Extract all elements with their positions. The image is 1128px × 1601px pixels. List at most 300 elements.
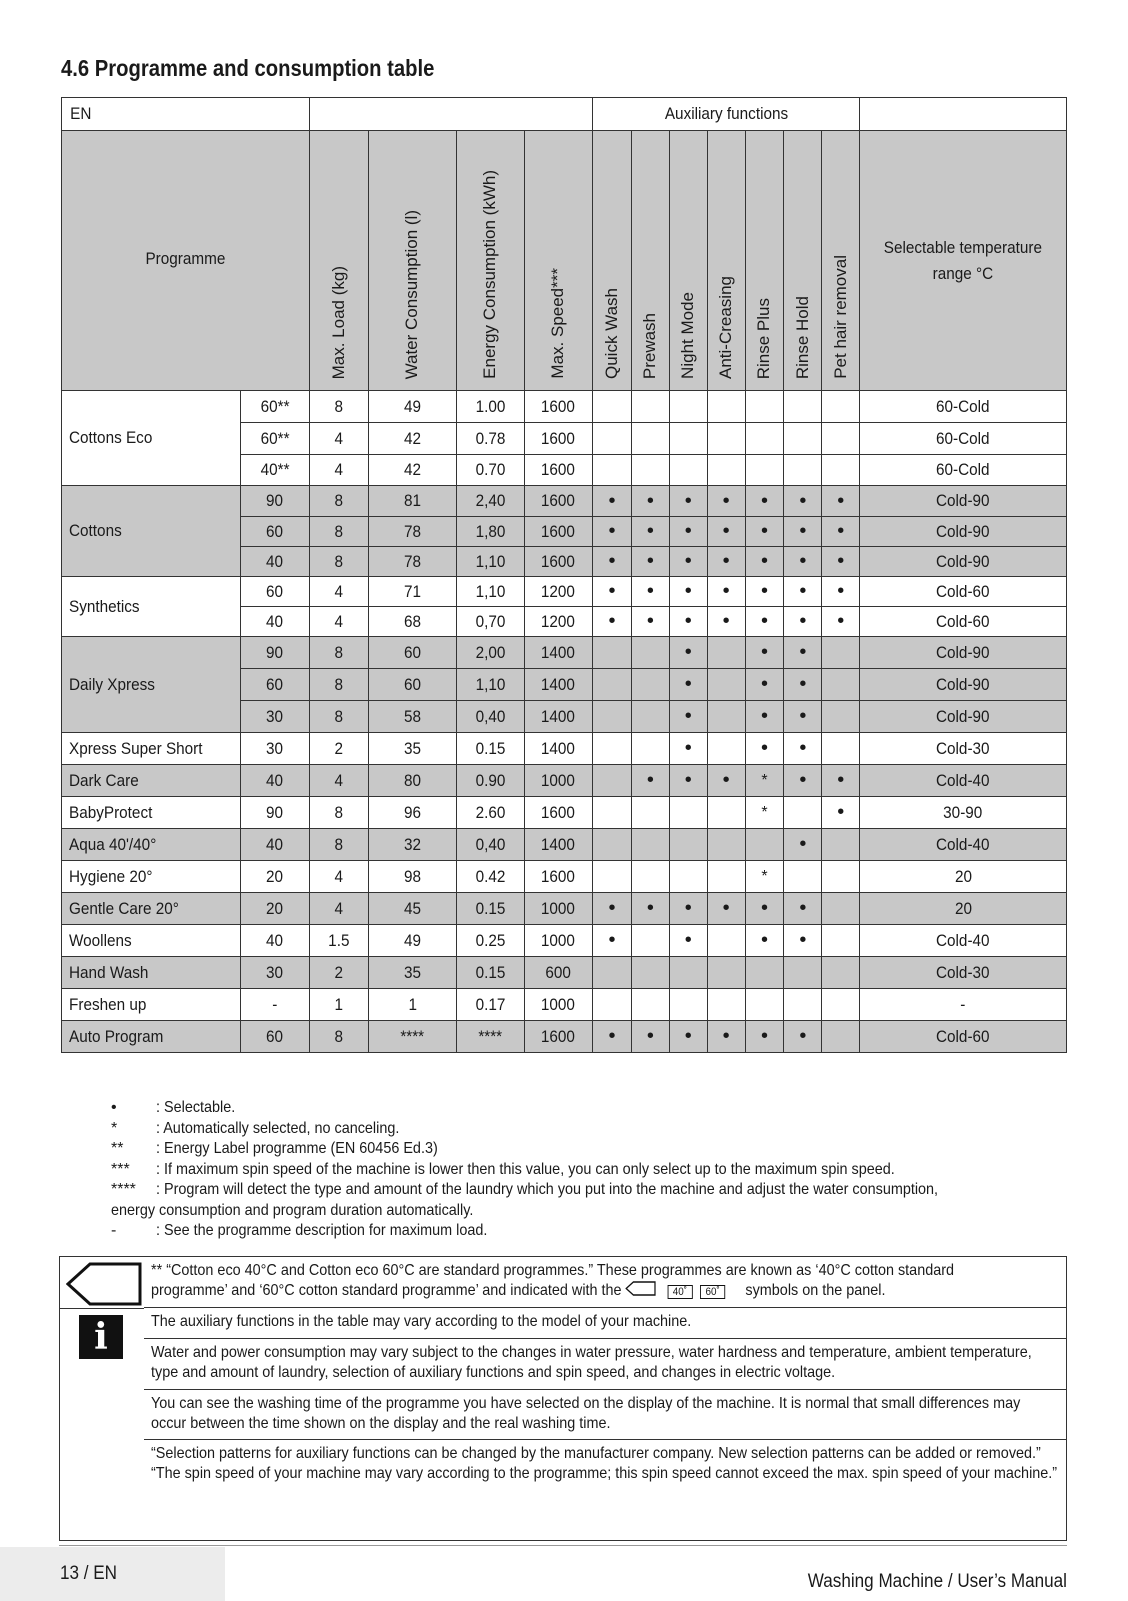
info-icon: i (79, 1315, 123, 1359)
max-speed-cell: 1600 (524, 423, 593, 455)
table-row (62, 893, 1067, 925)
temperature-cell: 90 (241, 637, 310, 669)
temperature-range-cell: Cold-90 (860, 701, 1067, 733)
aux-function-cell (593, 637, 632, 669)
aux-function-cell: • (707, 607, 745, 637)
aux-function-cell: • (669, 517, 707, 547)
energy-consumption-cell: **** (456, 1021, 524, 1053)
aux-function-cell (631, 925, 669, 957)
max-load-cell: 4 (309, 607, 368, 637)
water-consumption-cell: 45 (368, 893, 456, 925)
aux-function-cell: • (745, 733, 784, 765)
aux-function-cell: • (745, 577, 784, 607)
aux-column-header: Rinse Hold (784, 131, 822, 391)
water-consumption-cell: 81 (368, 486, 456, 517)
table-row (62, 391, 1067, 423)
aux-function-cell (822, 455, 860, 486)
aux-function-cell: • (822, 797, 860, 829)
aux-function-cell (784, 423, 822, 455)
aux-function-cell: • (669, 925, 707, 957)
programme-name: Dark Care (62, 765, 241, 797)
aux-function-cell (822, 391, 860, 423)
max-load-cell: 8 (309, 797, 368, 829)
aux-function-cell: • (745, 893, 784, 925)
note-consumption: Water and power consumption may vary subject to the changes in water pressure, water hardness and temperature, ambient temperature, type and amount of laundry, selection of auxiliary functions and spin speed, and changes in electric voltage. (144, 1339, 1066, 1390)
aux-function-cell: • (784, 637, 822, 669)
legend-text: : Energy Label programme (EN 60456 Ed.3) (156, 1140, 438, 1157)
temperature-cell: 40** (241, 455, 310, 486)
aux-function-cell: • (745, 637, 784, 669)
temperature-cell: 60** (241, 391, 310, 423)
max-speed-cell: 1400 (524, 701, 593, 733)
aux-function-cell: • (707, 547, 745, 577)
water-consumption-cell: 32 (368, 829, 456, 861)
aux-function-cell: • (784, 733, 822, 765)
energy-consumption-cell: 0.17 (456, 989, 524, 1021)
water-consumption-cell: 58 (368, 701, 456, 733)
energy-consumption-cell: 0.78 (456, 423, 524, 455)
aux-function-cell (707, 669, 745, 701)
max-load-cell: 4 (309, 577, 368, 607)
temperature-range-cell: Cold-30 (860, 957, 1067, 989)
aux-function-cell (593, 797, 632, 829)
aux-function-cell (593, 829, 632, 861)
note-aux-functions: The auxiliary functions in the table may vary according to the model of your machine. (144, 1308, 1066, 1339)
temperature-range-cell: Cold-90 (860, 547, 1067, 577)
temperature-cell: 90 (241, 797, 310, 829)
max-load-cell: 8 (309, 829, 368, 861)
aux-function-cell: • (669, 733, 707, 765)
table-row (62, 733, 1067, 765)
aux-column-header: Pet hair removal (822, 131, 860, 391)
aux-function-cell: • (784, 701, 822, 733)
temperature-range-cell: 20 (860, 861, 1067, 893)
aux-function-cell (707, 701, 745, 733)
temperature-range-cell: 20 (860, 893, 1067, 925)
max-speed-cell: 1400 (524, 637, 593, 669)
aux-function-cell (745, 423, 784, 455)
aux-function-cell (707, 423, 745, 455)
aux-function-cell (707, 829, 745, 861)
aux-function-cell: • (593, 893, 632, 925)
aux-function-cell: • (631, 607, 669, 637)
max-speed-cell: 1000 (524, 765, 593, 797)
aux-function-cell (593, 701, 632, 733)
table-row (62, 989, 1067, 1021)
aux-function-cell (707, 455, 745, 486)
max-load-cell: 8 (309, 637, 368, 669)
programme-name: Freshen up (62, 989, 241, 1021)
aux-function-cell: • (631, 893, 669, 925)
water-consumption-cell: 78 (368, 517, 456, 547)
aux-function-cell (822, 989, 860, 1021)
legend-symbol: * (111, 1119, 118, 1137)
energy-consumption-cell: 2,00 (456, 637, 524, 669)
max-speed-cell: 1000 (524, 893, 593, 925)
water-consumption-cell: 49 (368, 925, 456, 957)
max-speed-cell: 1600 (524, 547, 593, 577)
temperature-cell: 40 (241, 607, 310, 637)
aux-function-cell: • (822, 486, 860, 517)
aux-function-cell (822, 829, 860, 861)
temperature-cell: 30 (241, 957, 310, 989)
aux-column-header: Rinse Plus (745, 131, 784, 391)
aux-function-cell (669, 423, 707, 455)
aux-function-cell: • (669, 701, 707, 733)
icon-separator (60, 1308, 144, 1309)
water-consumption-cell: **** (368, 1021, 456, 1053)
programme-name: Hand Wash (62, 957, 241, 989)
aux-function-cell (784, 391, 822, 423)
aux-function-cell (745, 957, 784, 989)
aux-column-header: Night Mode (669, 131, 707, 391)
temperature-cell: 60 (241, 669, 310, 701)
aux-function-cell: * (745, 765, 784, 797)
aux-function-cell (631, 423, 669, 455)
legend-symbol: *** (111, 1160, 130, 1178)
aux-function-cell (784, 861, 822, 893)
aux-function-cell (631, 733, 669, 765)
max-speed-cell: 1600 (524, 861, 593, 893)
table-row (62, 829, 1067, 861)
water-consumption-cell: 80 (368, 765, 456, 797)
aux-column-header: Anti-Creasing (707, 131, 745, 391)
aux-function-cell (707, 957, 745, 989)
temperature-range-cell: Cold-40 (860, 765, 1067, 797)
temperature-range-header: Selectable temperature range °C (860, 131, 1067, 391)
page-number: 13 / EN (60, 1563, 118, 1584)
aux-function-cell (669, 455, 707, 486)
aux-function-cell: • (669, 637, 707, 669)
legend-symbol: ** (111, 1140, 124, 1157)
aux-function-cell: • (707, 577, 745, 607)
max-speed-cell: 1000 (524, 925, 593, 957)
aux-function-cell: * (745, 797, 784, 829)
aux-function-cell (745, 989, 784, 1021)
temperature-cell: - (241, 989, 310, 1021)
water-consumption-cell: 49 (368, 391, 456, 423)
aux-function-cell: • (669, 547, 707, 577)
aux-function-cell: • (707, 765, 745, 797)
cotton-symbol-icon (626, 1281, 657, 1296)
water-consumption-cell: 60 (368, 669, 456, 701)
symbol-40: 40˚ (667, 1285, 692, 1299)
aux-function-cell (631, 829, 669, 861)
aux-function-cell: • (784, 517, 822, 547)
temperature-range-cell: Cold-90 (860, 637, 1067, 669)
programme-name: Aqua 40'/40° (62, 829, 241, 861)
temperature-cell: 60 (241, 517, 310, 547)
table-row (62, 957, 1067, 989)
aux-function-cell (707, 733, 745, 765)
aux-function-cell: • (631, 577, 669, 607)
note-washing-time: You can see the washing time of the programme you have selected on the display of the machine. It is normal that small differences may occur between the time shown on the display and the real washing time. (144, 1390, 1066, 1440)
programme-name: Xpress Super Short (62, 733, 241, 765)
energy-consumption-cell: 2,40 (456, 486, 524, 517)
aux-function-cell: • (784, 765, 822, 797)
programme-name: Cottons Eco (62, 391, 241, 486)
max-load-cell: 8 (309, 1021, 368, 1053)
max-load-cell: 4 (309, 423, 368, 455)
notes-icon-column (60, 1257, 144, 1540)
water-consumption-cell: 35 (368, 957, 456, 989)
aux-column-header: Prewash (631, 131, 669, 391)
column-header: Energy Consumption (kWh) (456, 131, 524, 391)
column-header: Max. Load (kg) (309, 131, 368, 391)
max-speed-cell: 1600 (524, 486, 593, 517)
aux-function-cell: • (784, 607, 822, 637)
max-load-cell: 1 (309, 989, 368, 1021)
aux-function-cell (784, 797, 822, 829)
max-load-cell: 8 (309, 701, 368, 733)
aux-function-cell: • (631, 517, 669, 547)
aux-function-cell (631, 989, 669, 1021)
aux-function-cell: • (745, 925, 784, 957)
standard-programme-note: ** “Cotton eco 40°C and Cotton eco 60°C are standard programmes.” These programmes are known as ‘40°C cotton standard programme’ and ‘60°C cotton standard programme’ and indicated with the 40˚ 60˚ symbols on the panel. (144, 1257, 1066, 1308)
water-consumption-cell: 42 (368, 455, 456, 486)
aux-function-cell (669, 957, 707, 989)
max-load-cell: 4 (309, 893, 368, 925)
aux-function-cell: • (745, 701, 784, 733)
aux-function-cell: • (784, 547, 822, 577)
footer-divider (59, 1545, 1067, 1546)
table-row (62, 577, 1067, 607)
max-speed-cell: 1400 (524, 669, 593, 701)
aux-function-cell (593, 957, 632, 989)
legend-text: : Selectable. (156, 1099, 236, 1116)
aux-function-cell: • (707, 1021, 745, 1053)
aux-function-cell: • (631, 765, 669, 797)
aux-function-cell (822, 1021, 860, 1053)
column-header: Water Consumption (l) (368, 131, 456, 391)
aux-function-cell (745, 455, 784, 486)
aux-function-cell: • (593, 1021, 632, 1053)
aux-function-cell: • (822, 765, 860, 797)
aux-function-cell (669, 829, 707, 861)
temperature-cell: 30 (241, 701, 310, 733)
aux-function-cell (784, 455, 822, 486)
temperature-cell: 40 (241, 547, 310, 577)
temperature-cell: 20 (241, 893, 310, 925)
table-row (62, 1021, 1067, 1053)
page-title: 4.6 Programme and consumption table (61, 55, 435, 81)
max-load-cell: 8 (309, 486, 368, 517)
aux-function-cell: • (784, 1021, 822, 1053)
aux-function-cell: • (669, 607, 707, 637)
label-tag-icon (66, 1262, 142, 1306)
aux-function-cell: • (669, 765, 707, 797)
aux-function-cell (631, 701, 669, 733)
table-row (62, 765, 1067, 797)
max-load-cell: 8 (309, 547, 368, 577)
energy-consumption-cell: 1.00 (456, 391, 524, 423)
temperature-cell: 40 (241, 829, 310, 861)
legend-text: : Program will detect the type and amount of the laundry which you put into the machine and adjust the water consumption, (156, 1181, 939, 1198)
aux-function-cell: • (745, 607, 784, 637)
aux-function-cell (822, 733, 860, 765)
legend-symbol: • (111, 1099, 117, 1116)
water-consumption-cell: 60 (368, 637, 456, 669)
temperature-range-cell: - (860, 989, 1067, 1021)
aux-function-cell: • (669, 577, 707, 607)
water-consumption-cell: 1 (368, 989, 456, 1021)
aux-function-cell (631, 455, 669, 486)
temperature-range-cell: 30-90 (860, 797, 1067, 829)
max-load-cell: 2 (309, 957, 368, 989)
programme-name: Gentle Care 20° (62, 893, 241, 925)
aux-function-cell (669, 861, 707, 893)
temperature-range-cell: Cold-90 (860, 486, 1067, 517)
energy-consumption-cell: 0.90 (456, 765, 524, 797)
aux-function-cell: • (631, 1021, 669, 1053)
temperature-range-cell: 60-Cold (860, 423, 1067, 455)
aux-function-cell: • (631, 547, 669, 577)
temperature-range-cell: Cold-60 (860, 577, 1067, 607)
aux-function-cell: • (745, 669, 784, 701)
aux-function-cell (631, 391, 669, 423)
aux-function-cell: • (593, 486, 632, 517)
temperature-range-cell: Cold-30 (860, 733, 1067, 765)
water-consumption-cell: 68 (368, 607, 456, 637)
programme-name: Synthetics (62, 577, 241, 637)
temperature-cell: 60 (241, 1021, 310, 1053)
blank-header-right (860, 98, 1067, 131)
max-speed-cell: 1000 (524, 989, 593, 1021)
aux-function-cell (631, 861, 669, 893)
aux-function-cell (784, 989, 822, 1021)
legend-text: : If maximum spin speed of the machine is lower then this value, you can only select up to the maximum spin speed. (156, 1160, 895, 1178)
aux-function-cell: • (707, 517, 745, 547)
aux-function-cell: • (784, 669, 822, 701)
blank-header (309, 98, 592, 131)
energy-consumption-cell: 1,10 (456, 547, 524, 577)
aux-function-cell: • (822, 547, 860, 577)
aux-function-cell: • (784, 577, 822, 607)
aux-function-cell: • (669, 486, 707, 517)
energy-consumption-cell: 0.15 (456, 957, 524, 989)
aux-function-cell: • (822, 577, 860, 607)
temperature-range-cell: Cold-90 (860, 669, 1067, 701)
max-speed-cell: 1600 (524, 455, 593, 486)
aux-function-cell (707, 861, 745, 893)
aux-function-cell: • (669, 669, 707, 701)
max-speed-cell: 1600 (524, 517, 593, 547)
aux-function-cell (631, 669, 669, 701)
aux-function-cell: • (669, 1021, 707, 1053)
aux-function-cell: • (784, 925, 822, 957)
aux-function-cell: • (593, 517, 632, 547)
energy-consumption-cell: 0.70 (456, 455, 524, 486)
max-speed-cell: 1200 (524, 607, 593, 637)
aux-function-cell (745, 829, 784, 861)
aux-function-cell (707, 925, 745, 957)
max-load-cell: 4 (309, 455, 368, 486)
aux-function-cell (593, 455, 632, 486)
aux-function-cell: • (822, 607, 860, 637)
aux-function-cell (669, 797, 707, 829)
energy-consumption-cell: 0.15 (456, 733, 524, 765)
aux-function-cell (631, 797, 669, 829)
legend-symbol: - (111, 1222, 117, 1239)
aux-function-cell: • (822, 517, 860, 547)
aux-function-cell: • (707, 893, 745, 925)
energy-consumption-cell: 0,40 (456, 829, 524, 861)
programme-name: BabyProtect (62, 797, 241, 829)
table-row (62, 797, 1067, 829)
aux-function-cell: • (745, 486, 784, 517)
max-speed-cell: 1400 (524, 829, 593, 861)
aux-function-cell: • (745, 547, 784, 577)
temperature-cell: 20 (241, 861, 310, 893)
energy-consumption-cell: 0,40 (456, 701, 524, 733)
water-consumption-cell: 98 (368, 861, 456, 893)
aux-function-cell: • (745, 517, 784, 547)
temperature-range-cell: Cold-60 (860, 607, 1067, 637)
energy-consumption-cell: 0.25 (456, 925, 524, 957)
aux-function-cell: • (593, 547, 632, 577)
aux-function-cell (784, 957, 822, 989)
max-speed-cell: 1200 (524, 577, 593, 607)
energy-consumption-cell: 1,10 (456, 577, 524, 607)
aux-function-cell (822, 637, 860, 669)
aux-function-cell (707, 797, 745, 829)
aux-function-cell (822, 957, 860, 989)
manual-title: Washing Machine / User’s Manual (807, 1571, 1067, 1592)
symbol-60: 60˚ (700, 1285, 725, 1299)
aux-function-cell (669, 989, 707, 1021)
programme-name: Woollens (62, 925, 241, 957)
max-speed-cell: 1600 (524, 1021, 593, 1053)
programme-name: Cottons (62, 486, 241, 577)
temperature-cell: 60** (241, 423, 310, 455)
max-load-cell: 8 (309, 391, 368, 423)
programme-table (61, 97, 1067, 1053)
aux-function-cell (593, 765, 632, 797)
max-load-cell: 1.5 (309, 925, 368, 957)
aux-function-cell: • (669, 893, 707, 925)
temperature-range-cell: 60-Cold (860, 455, 1067, 486)
column-header: Max. Speed*** (524, 131, 593, 391)
energy-consumption-cell: 0.15 (456, 893, 524, 925)
water-consumption-cell: 35 (368, 733, 456, 765)
programme-name: Hygiene 20° (62, 861, 241, 893)
aux-function-cell (822, 701, 860, 733)
aux-function-cell (822, 669, 860, 701)
aux-function-cell (707, 637, 745, 669)
programme-name: Daily Xpress (62, 637, 241, 733)
aux-function-cell (593, 423, 632, 455)
aux-function-cell: • (631, 486, 669, 517)
table-row (62, 925, 1067, 957)
aux-function-cell (593, 391, 632, 423)
aux-function-cell (822, 925, 860, 957)
temperature-range-cell: Cold-40 (860, 925, 1067, 957)
aux-function-cell (631, 957, 669, 989)
energy-consumption-cell: 0,70 (456, 607, 524, 637)
aux-function-cell (822, 861, 860, 893)
aux-function-cell (745, 391, 784, 423)
temperature-cell: 60 (241, 577, 310, 607)
temperature-range-cell: Cold-40 (860, 829, 1067, 861)
aux-functions-header: Auxiliary functions (593, 98, 860, 131)
water-consumption-cell: 96 (368, 797, 456, 829)
aux-function-cell: • (784, 486, 822, 517)
temperature-range-cell: 60-Cold (860, 391, 1067, 423)
aux-function-cell: • (745, 1021, 784, 1053)
energy-consumption-cell: 0.42 (456, 861, 524, 893)
max-load-cell: 8 (309, 517, 368, 547)
max-speed-cell: 1600 (524, 797, 593, 829)
